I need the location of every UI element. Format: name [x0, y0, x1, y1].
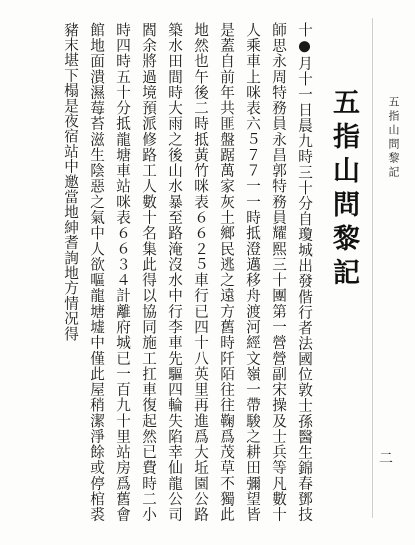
- header-divider: [372, 18, 373, 518]
- chapter-title: 五指山問黎記: [328, 88, 359, 292]
- body-text: 十●月十一日晨九時三十分自瓊城出發偕行者法國位敦士孫醫生錦春鄧技師思永周特務員永昌郭特務員耀熙三十團第一營營副宋操及士兵等凡數十人乘車上咪表六５７７一一時抵澄邁移舟渡河經文嶺一帶駿之耕田彌望皆是蓋自前年共匪盤踞萬家灰土鄉民逃之遠方舊時阡陌往往鞠爲茂草不獨此地然也午後二時抵黃竹咪表６６２５車行已四十八英里再進爲大坵園公路築水田間時大雨之後山水暴至路淹沒水中行李車先驅四輪失陷幸仙龍公司閻余將過境預派修路工人數十名集此得以協同施工扛車復起然已費時二小時四時五十分抵龍塘車站咪表６６３４計離府城已一百九十里站房爲舊會館地面潰濕莓苔滋生陰惡之氣中人欲嘔龍塘墟中僅此屋稍潔淨餘或停棺裘豬末堪下榻是夜宿站中邀當地紳耆詢地方情况得: [62, 22, 313, 522]
- running-header: 五指山問黎記: [387, 96, 400, 180]
- page-number: 二: [379, 451, 393, 467]
